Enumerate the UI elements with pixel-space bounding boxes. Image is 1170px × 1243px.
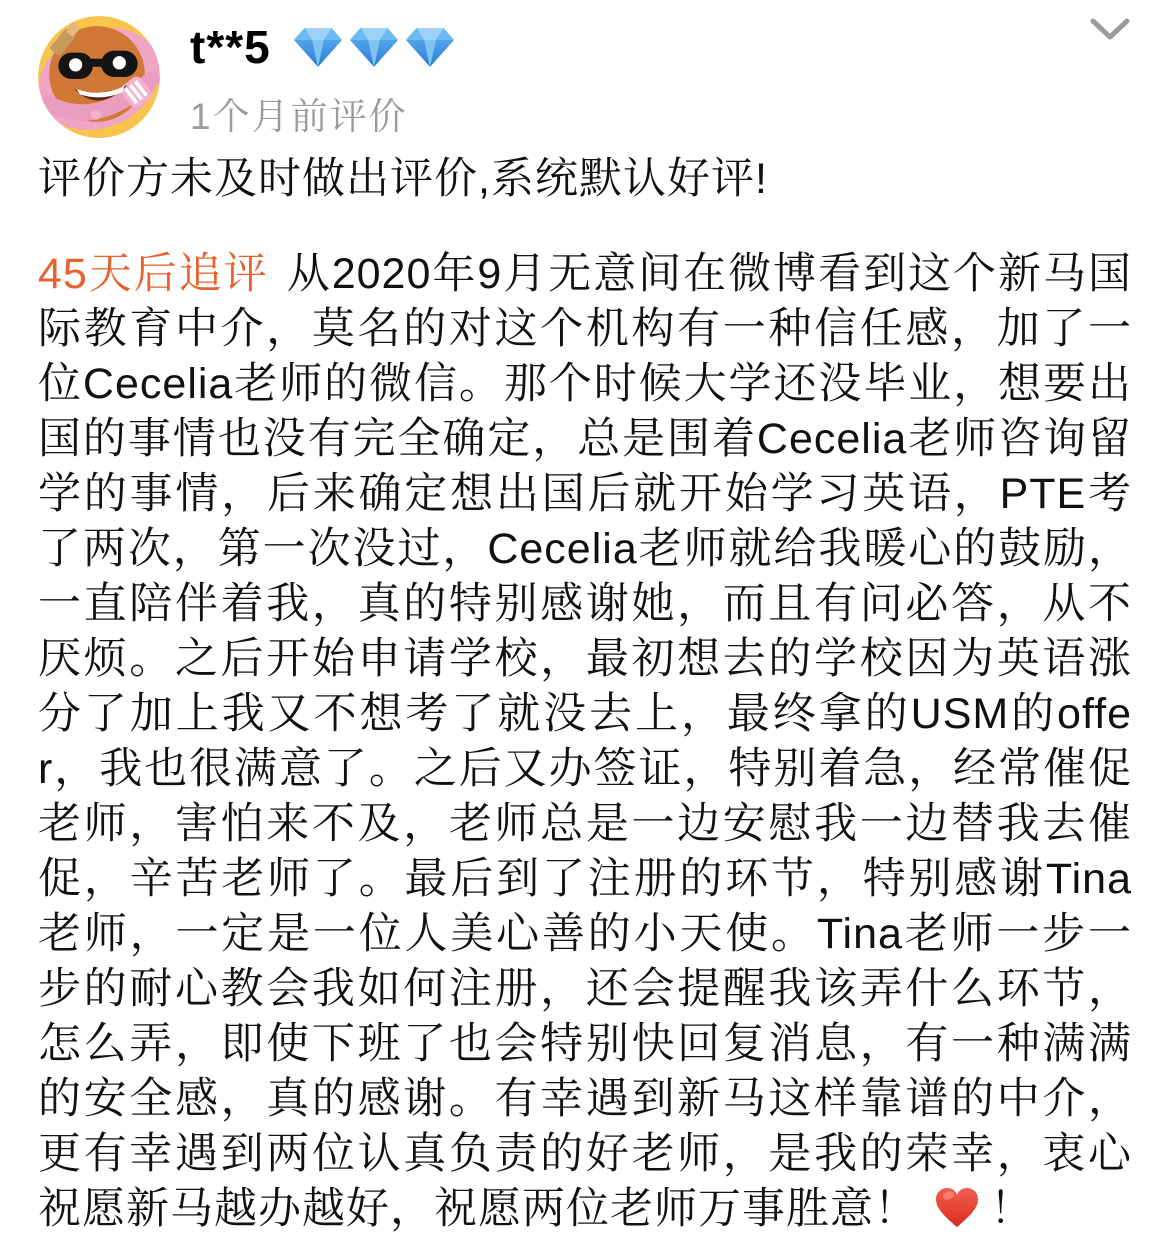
followup-text-after-heart: ！: [990, 1185, 1034, 1233]
followup-review: [38, 247, 1132, 1243]
username: t**5: [190, 21, 271, 73]
followup-label: 45天后追评: [38, 250, 269, 298]
chevron-down-icon[interactable]: [1088, 12, 1132, 48]
diamond-icon: [403, 25, 457, 70]
system-default-review-text: 评价方未及时做出评价,系统默认好评!: [38, 155, 768, 203]
review-header: [38, 0, 1132, 140]
avatar-image: [38, 16, 160, 138]
avatar[interactable]: [38, 16, 160, 138]
red-heart-icon: [934, 1187, 980, 1243]
followup-text: 从2020年9月无意间在微博看到这个新马国际教育中介，莫名的对这个机构有一种信任感，加了一位Cecelia老师的微信。那个时候大学还没毕业，想要出国的事情也没有完全确定，总是围着Cecelia老师咨询留学的事情，后来确定想出国后就开始学习英语，PTE考了两次，第一次没过，Cecelia老师就给我暖心的鼓励，一直陪伴着我，真的特别感谢她，而且有问必答，从不厌烦。之后开始申请学校，最初想去的学校因为英语涨分了加上我又不想考了就没去上，最终拿的USM的offer，我也很满意了。之后又办签证，特别着急，经常催促老师，害怕来不及，老师总是一边安慰我一边替我去催促，辛苦老师了。最后到了注册的环节，特别感谢Tina老师，一定是一位人美心善的小天使。Tina老师一步一步的耐心教会我如何注册，还会提醒我该弄什么环节，怎么弄，即使下班了也会特别快回复消息，有一种满满的安全感，真的感谢。有幸遇到新马这样靠谱的中介，更有幸遇到两位认真负责的好老师，是我的荣幸，衷心祝愿新马越办越好，祝愿两位老师万事胜意！: [38, 250, 1132, 1233]
user-info: [190, 16, 459, 140]
review-time: 1个月前评价: [190, 96, 408, 137]
diamond-icon: [291, 25, 345, 70]
member-level-diamonds: [291, 25, 459, 70]
diamond-icon: [347, 25, 401, 70]
